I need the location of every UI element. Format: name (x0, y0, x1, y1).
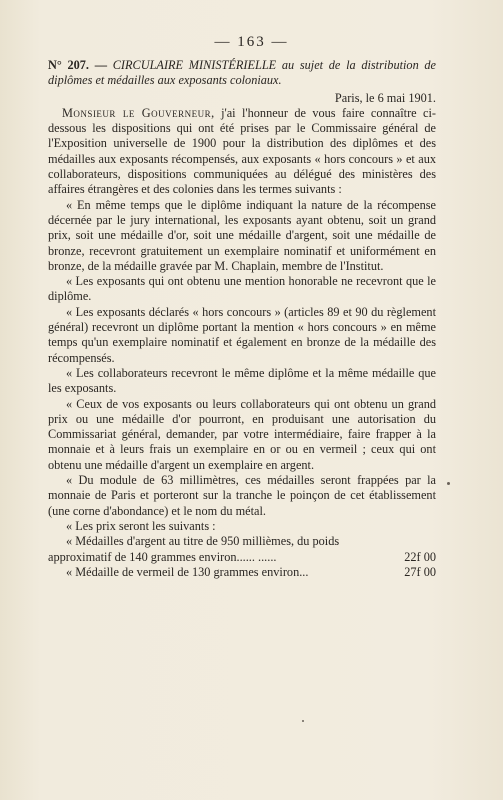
page-number: — 163 — (214, 34, 289, 50)
price-amount: 27f 00 (404, 564, 436, 579)
price-line (48, 550, 436, 565)
price-description: « Médailles d'argent au titre de 950 millièmes, du poids (66, 534, 340, 549)
place-date: Paris, le 6 mai 1901. (334, 90, 436, 105)
paragraph: « Ceux de vos exposants ou leurs collaborateurs qui ont obtenu un grand prix ou une médaille d'or pourront, en produisant une autorisation du Commissariat général, demander, par votre intermédiaire, faire frapper à la monnaie et à leurs frais un exemplaire en or ou en vermeil ; ceux qui ont obtenu une médaille d'argent un exemplaire en argent. (48, 396, 436, 472)
paragraph: « En même temps que le diplôme indiquant la nature de la récompense décernée par le jury international, les exposants ayant obtenu, soit un grand prix, soit une médaille d'or, soit une médaille d'argent, soit une médaille de bronze, recevront gratuitement un exemplaire nominatif et uniformément en bronze, de la médaille gravée par M. Chaplain, membre de l'Institut. (48, 197, 436, 273)
price-line (48, 565, 436, 580)
ink-speck (447, 482, 450, 485)
paragraph: « Les exposants qui ont obtenu une mention honorable ne recevront que le diplôme. (48, 274, 436, 304)
paragraph-intro (48, 106, 436, 198)
price-line (48, 534, 436, 549)
paragraph: « Les exposants déclarés « hors concours » (articles 89 et 90 du règlement général) recevront un diplôme portant la mention « hors concours » en même temps qu'un exemplaire nominatif et également en bronze de la médaille des récompensés. (48, 304, 436, 365)
circular-heading (48, 58, 436, 89)
price-description: « Médaille de vermeil de 130 grammes environ... (66, 564, 309, 579)
circular-title: CIRCULAIRE MINISTÉRIELLE au sujet de la distribution de diplômes et médailles aux exposants coloniaux. (48, 58, 437, 88)
paragraph-text: j'ai l'honneur de vous faire connaître ci-dessous les dispositions qui ont été prises par le Commissaire général de l'Exposition universelle de 1900 pour la distribution des diplômes et des médailles aux exposants récompensés, aux exposants « hors concours » et aux collaborateurs, dispositions communiquées au délégué des ministères des affaires étrangères et des colonies dans les termes suivants : (48, 105, 436, 197)
paragraph: « Les prix seront les suivants : (66, 518, 216, 533)
paragraph: « Les collaborateurs recevront le même diplôme et la même médaille que les exposants. (48, 365, 436, 396)
circular-number: N° 207. — (48, 58, 107, 72)
paragraph: « Du module de 63 millimètres, ces médailles seront frappées par la monnaie de Paris et porteront sur la tranche le poinçon de cet établissement (une corne d'abondance) et le nom du métal. (48, 473, 436, 518)
ink-speck (302, 720, 304, 722)
salutation: Monsieur le Gouverneur, (62, 105, 215, 120)
price-amount: 22f 00 (404, 549, 436, 564)
document-body (48, 58, 436, 580)
price-description: approximatif de 140 grammes environ...... ...... (48, 549, 277, 564)
